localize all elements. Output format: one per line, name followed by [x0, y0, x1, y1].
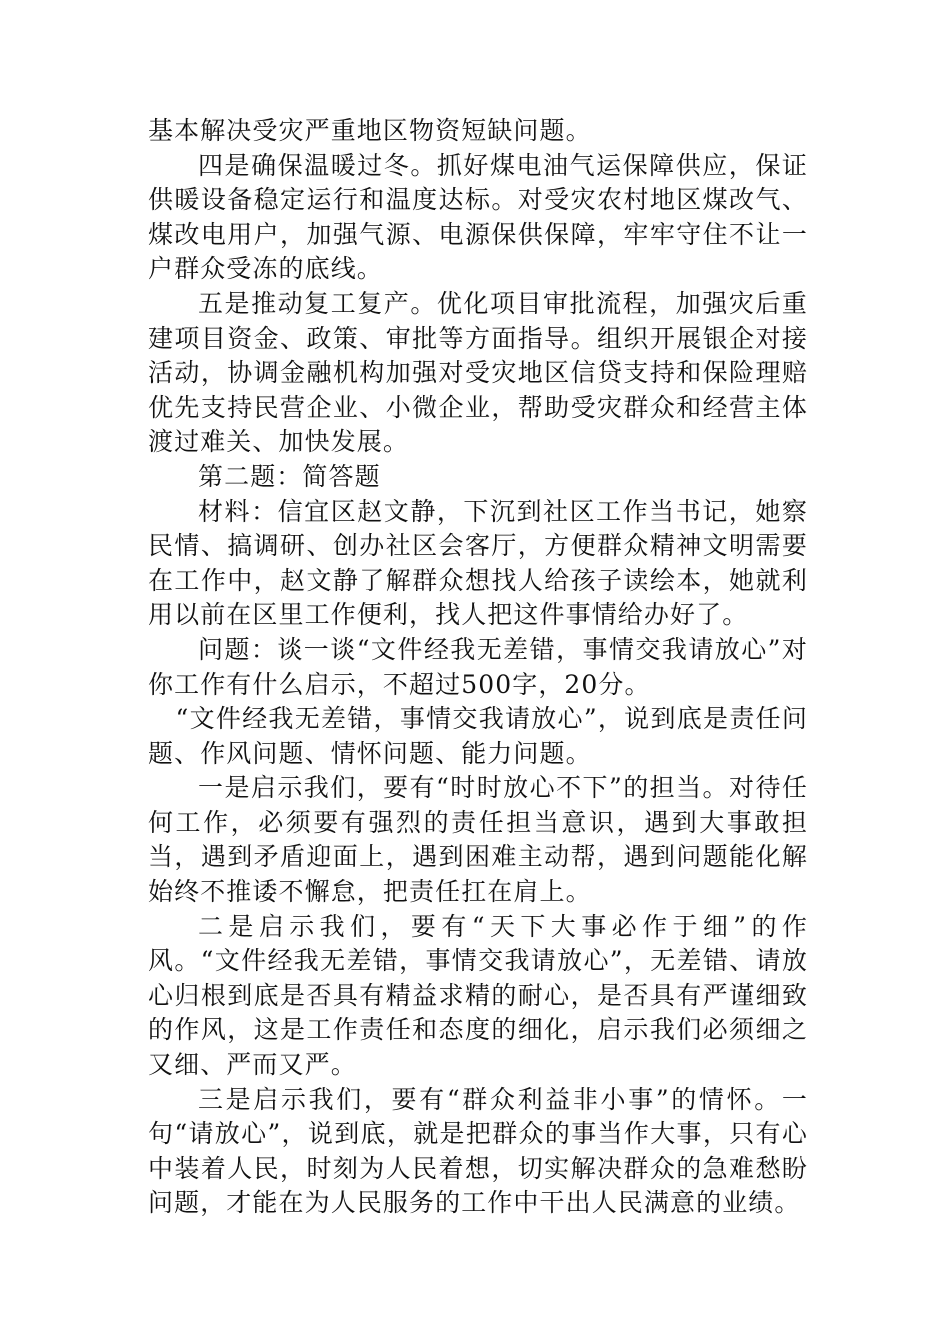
paragraph-answer-intro: “文件经我无差错，事情交我请放心”，说到底是责任问题、作风问题、情怀问题、能力问题。 — [148, 704, 808, 768]
paragraph-point-five: 五是推动复工复产。优化项目审批流程，加强灾后重建项目资金、政策、审批等方面指导。组织开展银企对接活动，协调金融机构加强对受灾地区信贷支持和保险理赔优先支持民营企业、小微企业，帮助受灾群众和经营主体渡过难关、加快发展。 — [148, 288, 808, 457]
section-heading-question-two: 第二题：简答题 — [198, 461, 381, 491]
paragraph-answer-point-three: 三是启示我们，要有“群众利益非小事”的情怀。一句“请放心”，说到底，就是把群众的事当作大事，只有心中装着人民，时刻为人民着想，切实解决群众的急难愁盼问题，才能在为人民服务的工作中干出人民满意的业绩。 — [148, 1084, 808, 1218]
paragraph-answer-point-one: 一是启示我们，要有“时时放心不下”的担当。对待任何工作，必须要有强烈的责任担当意识，遇到大事敢担当，遇到矛盾迎面上，遇到困难主动帮，遇到问题能化解始终不推诿不懈怠，把责任扛在肩上。 — [148, 773, 808, 907]
paragraph-continuation: 基本解决受灾严重地区物资短缺问题。 — [148, 116, 592, 145]
paragraph-question: 问题：谈一谈“文件经我无差错，事情交我请放心”对你工作有什么启示，不超过500字，20分。 — [148, 634, 808, 699]
document-page — [148, 114, 808, 1221]
paragraph-answer-point-two: 二是启示我们，要有“天下大事必作于细”的作风。“文件经我无差错，事情交我请放心”，无差错、请放心归根到底是否具有精益求精的耐心，是否具有严谨细致的作风，这是工作责任和态度的细化，启示我们必须细之又细、严而又严。 — [148, 911, 808, 1080]
paragraph-material: 材料：信宜区赵文静，下沉到社区工作当书记，她察民情、搞调研、创办社区会客厅，方便群众精神文明需要在工作中，赵文静了解群众想找人给孩子读绘本，她就利用以前在区里工作便利，找人把这件事情给办好了。 — [148, 496, 808, 630]
paragraph-point-four: 四是确保温暖过冬。抓好煤电油气运保障供应，保证供暖设备稳定运行和温度达标。对受灾农村地区煤改气、煤改电用户，加强气源、电源保供保障，牢牢守住不让一户群众受冻的底线。 — [148, 150, 808, 284]
